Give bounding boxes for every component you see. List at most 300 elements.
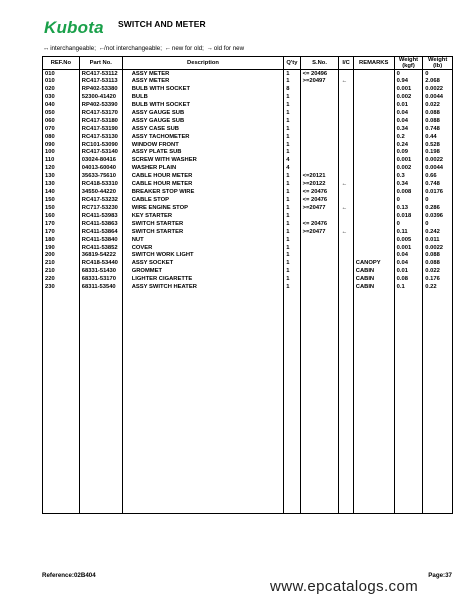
legend-text: not interchangeable; — [105, 45, 162, 52]
qty-cell: 1 — [284, 102, 300, 110]
ic-cell — [339, 189, 353, 197]
weight-lb-cell: 2.068 — [423, 78, 453, 86]
weight-lb-cell: 0.088 — [423, 117, 453, 125]
remarks-cell — [353, 228, 394, 236]
weight-kgf-cell: 0.002 — [394, 94, 423, 102]
serial-cell: <= 20476 — [300, 189, 339, 197]
ref-cell: 100 — [43, 149, 80, 157]
qty-cell: 1 — [284, 78, 300, 86]
part-number-cell: 03024-80416 — [79, 157, 122, 165]
weight-lb-cell: 0.0396 — [423, 213, 453, 221]
part-number-cell: RC411-53840 — [79, 236, 122, 244]
qty-cell: 1 — [284, 205, 300, 213]
ref-cell: 010 — [43, 70, 80, 78]
interchangeable-symbol: ↔ — [43, 45, 50, 52]
weight-kgf-cell: 0.04 — [394, 110, 423, 118]
serial-cell: <= 20476 — [300, 197, 339, 205]
serial-cell: >=20122 — [300, 181, 339, 189]
part-number-cell: 68331-51430 — [79, 268, 122, 276]
header-remarks: REMARKS — [353, 57, 394, 70]
ref-cell: 130 — [43, 173, 80, 181]
qty-cell: 1 — [284, 141, 300, 149]
weight-kgf-cell: 0.09 — [394, 149, 423, 157]
serial-cell — [300, 276, 339, 284]
remarks-cell — [353, 252, 394, 260]
description-cell: ASSY SWITCH HEATER — [122, 284, 284, 292]
serial-cell — [300, 149, 339, 157]
weight-lb-cell: 0 — [423, 220, 453, 228]
ref-cell: 160 — [43, 213, 80, 221]
ic-cell: ← — [339, 78, 353, 86]
legend — [43, 45, 245, 52]
empty-cell — [353, 292, 394, 514]
description-cell: ASSY GAUGE SUB — [122, 110, 284, 118]
remarks-cell: CABIN — [353, 284, 394, 292]
ic-cell — [339, 70, 353, 78]
weight-kgf-cell: 0.3 — [394, 173, 423, 181]
description-cell: SCREW WITH WASHER — [122, 157, 284, 165]
ic-cell: ← — [339, 205, 353, 213]
weight-kgf-cell: 0.04 — [394, 260, 423, 268]
serial-cell — [300, 125, 339, 133]
table-row — [43, 125, 453, 133]
serial-cell — [300, 284, 339, 292]
weight-kgf-cell: 0 — [394, 70, 423, 78]
ic-cell — [339, 260, 353, 268]
ref-cell: 170 — [43, 228, 80, 236]
description-cell: WASHER PLAIN — [122, 165, 284, 173]
qty-cell: 1 — [284, 284, 300, 292]
description-cell: COVER — [122, 244, 284, 252]
part-number-cell: RC417-53112 — [79, 70, 122, 78]
remarks-cell — [353, 102, 394, 110]
table-row — [43, 205, 453, 213]
description-cell: ASSY PLATE SUB — [122, 149, 284, 157]
qty-cell: 1 — [284, 94, 300, 102]
ic-cell: ← — [339, 228, 353, 236]
weight-kgf-cell: 0.11 — [394, 228, 423, 236]
watermark: www.epcatalogs.com — [270, 578, 419, 595]
qty-cell: 1 — [284, 252, 300, 260]
qty-cell: 1 — [284, 125, 300, 133]
weight-kgf-cell: 0.002 — [394, 165, 423, 173]
part-number-cell: RP402-53380 — [79, 86, 122, 94]
serial-cell — [300, 102, 339, 110]
weight-kgf-cell: 0.94 — [394, 78, 423, 86]
weight-kgf-cell: 0.001 — [394, 244, 423, 252]
weight-kgf-cell: 0.24 — [394, 141, 423, 149]
table-row — [43, 165, 453, 173]
header-part: Part No. — [79, 57, 122, 70]
description-cell: ASSY GAUGE SUB — [122, 117, 284, 125]
weight-lb-cell: 0.022 — [423, 268, 453, 276]
ref-cell: 070 — [43, 125, 80, 133]
remarks-cell — [353, 173, 394, 181]
qty-cell: 1 — [284, 220, 300, 228]
part-number-cell: RC417-53180 — [79, 117, 122, 125]
serial-cell — [300, 110, 339, 118]
page-title: SWITCH AND METER — [118, 19, 206, 29]
ic-cell — [339, 276, 353, 284]
weight-kgf-cell: 0.001 — [394, 86, 423, 94]
ref-cell: 180 — [43, 236, 80, 244]
description-cell: ASSY METER — [122, 78, 284, 86]
ref-cell: 050 — [43, 110, 80, 118]
weight-lb-cell: 0.0022 — [423, 86, 453, 94]
table-row — [43, 157, 453, 165]
table-row — [43, 252, 453, 260]
weight-kgf-cell: 0.008 — [394, 189, 423, 197]
serial-cell — [300, 244, 339, 252]
serial-cell — [300, 165, 339, 173]
weight-kgf-cell: 0.34 — [394, 125, 423, 133]
remarks-cell — [353, 86, 394, 94]
table-row — [43, 149, 453, 157]
weight-kgf-cell: 0 — [394, 197, 423, 205]
table-row — [43, 236, 453, 244]
new-for-old-symbol: ← — [164, 45, 171, 52]
description-cell: BREAKER STOP WIRE — [122, 189, 284, 197]
header-ic: I/C — [339, 57, 353, 70]
header-weight-lb: Weight (lb) — [423, 57, 453, 70]
kubota-logo — [44, 18, 114, 36]
ic-cell — [339, 197, 353, 205]
ref-cell: 110 — [43, 157, 80, 165]
weight-lb-cell: 0.0022 — [423, 157, 453, 165]
description-cell: BULB WITH SOCKET — [122, 86, 284, 94]
empty-cell — [339, 292, 353, 514]
weight-lb-cell: 0.66 — [423, 173, 453, 181]
ref-cell: 170 — [43, 220, 80, 228]
remarks-cell — [353, 205, 394, 213]
qty-cell: 1 — [284, 213, 300, 221]
ref-cell: 060 — [43, 117, 80, 125]
qty-cell: 1 — [284, 173, 300, 181]
serial-cell — [300, 252, 339, 260]
remarks-cell — [353, 110, 394, 118]
serial-cell: <= 20496 — [300, 70, 339, 78]
qty-cell: 1 — [284, 70, 300, 78]
footer-reference: Reference:02B404 — [42, 572, 96, 579]
remarks-cell — [353, 133, 394, 141]
part-number-cell: RC717-53230 — [79, 205, 122, 213]
weight-kgf-cell: 0.018 — [394, 213, 423, 221]
legend-text: interchangeable; — [50, 45, 96, 52]
weight-lb-cell: 0.528 — [423, 141, 453, 149]
serial-cell — [300, 236, 339, 244]
weight-kgf-cell: 0.1 — [394, 284, 423, 292]
serial-cell: <=20121 — [300, 173, 339, 181]
ic-cell — [339, 244, 353, 252]
part-number-cell: RC417-53140 — [79, 149, 122, 157]
part-number-cell: 34550-44220 — [79, 189, 122, 197]
serial-cell — [300, 260, 339, 268]
remarks-cell — [353, 236, 394, 244]
table-row — [43, 173, 453, 181]
serial-cell — [300, 157, 339, 165]
remarks-cell — [353, 220, 394, 228]
header-qty: Q'ty — [284, 57, 300, 70]
description-cell: BULB WITH SOCKET — [122, 102, 284, 110]
part-number-cell: RC101-53090 — [79, 141, 122, 149]
qty-cell: 1 — [284, 117, 300, 125]
table-row — [43, 102, 453, 110]
weight-kgf-cell: 0 — [394, 220, 423, 228]
weight-lb-cell: 0.0044 — [423, 165, 453, 173]
empty-cell — [394, 292, 423, 514]
description-cell: ASSY METER — [122, 70, 284, 78]
qty-cell: 8 — [284, 86, 300, 94]
table-row — [43, 220, 453, 228]
qty-cell: 4 — [284, 157, 300, 165]
weight-lb-cell: 0.44 — [423, 133, 453, 141]
table-row — [43, 70, 453, 78]
part-number-cell: RC417-53170 — [79, 110, 122, 118]
description-cell: WIRE ENGINE STOP — [122, 205, 284, 213]
qty-cell: 1 — [284, 181, 300, 189]
svg-text:Kubota: Kubota — [44, 18, 104, 36]
header-description: Description — [122, 57, 284, 70]
qty-cell: 1 — [284, 110, 300, 118]
part-number-cell: RC417-53113 — [79, 78, 122, 86]
weight-kgf-cell: 0.13 — [394, 205, 423, 213]
weight-lb-cell: 0.198 — [423, 149, 453, 157]
not-interchangeable-symbol: ↚ — [98, 45, 105, 52]
table-row — [43, 117, 453, 125]
legend-text: old for new — [213, 45, 245, 52]
qty-cell: 1 — [284, 236, 300, 244]
table-row — [43, 133, 453, 141]
remarks-cell — [353, 213, 394, 221]
remarks-cell — [353, 197, 394, 205]
remarks-cell: CANOPY — [353, 260, 394, 268]
qty-cell: 1 — [284, 228, 300, 236]
parts-table — [42, 56, 453, 514]
remarks-cell — [353, 141, 394, 149]
weight-lb-cell: 0.088 — [423, 110, 453, 118]
table-row — [43, 276, 453, 284]
part-number-cell: RC411-53852 — [79, 244, 122, 252]
part-number-cell: RP402-53390 — [79, 102, 122, 110]
ref-cell: 150 — [43, 205, 80, 213]
part-number-cell: 52300-41420 — [79, 94, 122, 102]
remarks-cell — [353, 70, 394, 78]
weight-lb-cell: 0.748 — [423, 125, 453, 133]
qty-cell: 1 — [284, 276, 300, 284]
weight-kgf-cell: 0.01 — [394, 102, 423, 110]
ref-cell: 120 — [43, 165, 80, 173]
ic-cell — [339, 284, 353, 292]
part-number-cell: 04013-60040 — [79, 165, 122, 173]
table-row — [43, 213, 453, 221]
weight-lb-cell: 0.286 — [423, 205, 453, 213]
description-cell: ASSY TACHOMETER — [122, 133, 284, 141]
remarks-cell: CABIN — [353, 276, 394, 284]
table-row — [43, 86, 453, 94]
serial-cell: >=20477 — [300, 228, 339, 236]
part-number-cell: RC417-53130 — [79, 133, 122, 141]
empty-cell — [122, 292, 284, 514]
footer-page-number: Page:37 — [428, 572, 452, 579]
serial-cell — [300, 141, 339, 149]
description-cell: CABLE HOUR METER — [122, 181, 284, 189]
serial-cell — [300, 94, 339, 102]
ref-cell: 090 — [43, 141, 80, 149]
weight-lb-cell: 0.242 — [423, 228, 453, 236]
remarks-cell: CABIN — [353, 268, 394, 276]
ic-cell — [339, 157, 353, 165]
part-number-cell: RC417-53232 — [79, 197, 122, 205]
ref-cell: 210 — [43, 268, 80, 276]
description-cell: CABLE STOP — [122, 197, 284, 205]
description-cell: WINDOW FRONT — [122, 141, 284, 149]
remarks-cell — [353, 181, 394, 189]
weight-kgf-cell: 0.005 — [394, 236, 423, 244]
description-cell: CABLE HOUR METER — [122, 173, 284, 181]
description-cell: ASSY CASE SUB — [122, 125, 284, 133]
ref-cell: 130 — [43, 181, 80, 189]
ic-cell — [339, 133, 353, 141]
remarks-cell — [353, 149, 394, 157]
weight-lb-cell: 0.176 — [423, 276, 453, 284]
description-cell: SWITCH STARTER — [122, 220, 284, 228]
weight-lb-cell: 0.088 — [423, 252, 453, 260]
ic-cell — [339, 173, 353, 181]
remarks-cell — [353, 94, 394, 102]
ic-cell: ← — [339, 181, 353, 189]
table-row — [43, 260, 453, 268]
ic-cell — [339, 252, 353, 260]
ref-cell: 020 — [43, 86, 80, 94]
serial-cell: >=20497 — [300, 78, 339, 86]
description-cell: ASSY SOCKET — [122, 260, 284, 268]
ref-cell: 230 — [43, 284, 80, 292]
description-cell: GROMMET — [122, 268, 284, 276]
header-weight-kgf: Weight (kgf) — [394, 57, 423, 70]
table-row — [43, 268, 453, 276]
ref-cell: 030 — [43, 94, 80, 102]
ic-cell — [339, 165, 353, 173]
part-number-cell: RC411-53863 — [79, 220, 122, 228]
empty-cell — [300, 292, 339, 514]
ref-cell: 190 — [43, 244, 80, 252]
ic-cell — [339, 125, 353, 133]
ref-cell: 150 — [43, 197, 80, 205]
table-row — [43, 181, 453, 189]
remarks-cell — [353, 78, 394, 86]
weight-lb-cell: 0.22 — [423, 284, 453, 292]
header-ref: REF.No — [43, 57, 80, 70]
empty-cell — [423, 292, 453, 514]
ic-cell — [339, 141, 353, 149]
description-cell: SWITCH STARTER — [122, 228, 284, 236]
ic-cell — [339, 236, 353, 244]
qty-cell: 1 — [284, 244, 300, 252]
description-cell: SWITCH WORK LIGHT — [122, 252, 284, 260]
serial-cell: <= 20476 — [300, 220, 339, 228]
table-row — [43, 94, 453, 102]
ref-cell: 010 — [43, 78, 80, 86]
weight-lb-cell: 0.0022 — [423, 244, 453, 252]
qty-cell: 4 — [284, 165, 300, 173]
table-row — [43, 228, 453, 236]
table-empty-space — [43, 292, 453, 514]
weight-lb-cell: 0 — [423, 70, 453, 78]
remarks-cell — [353, 157, 394, 165]
weight-kgf-cell: 0.34 — [394, 181, 423, 189]
serial-cell — [300, 86, 339, 94]
table-row — [43, 141, 453, 149]
empty-cell — [284, 292, 300, 514]
table-row — [43, 244, 453, 252]
qty-cell: 1 — [284, 189, 300, 197]
table-header-row — [43, 57, 453, 70]
part-number-cell: 68311-53540 — [79, 284, 122, 292]
qty-cell: 1 — [284, 197, 300, 205]
ref-cell: 210 — [43, 260, 80, 268]
serial-cell: >=20477 — [300, 205, 339, 213]
remarks-cell — [353, 125, 394, 133]
empty-cell — [79, 292, 122, 514]
remarks-cell — [353, 165, 394, 173]
weight-kgf-cell: 0.08 — [394, 276, 423, 284]
table-row — [43, 197, 453, 205]
weight-kgf-cell: 0.2 — [394, 133, 423, 141]
description-cell: KEY STARTER — [122, 213, 284, 221]
ref-cell: 220 — [43, 276, 80, 284]
remarks-cell — [353, 117, 394, 125]
serial-cell — [300, 117, 339, 125]
weight-kgf-cell: 0.01 — [394, 268, 423, 276]
ic-cell — [339, 149, 353, 157]
ic-cell — [339, 110, 353, 118]
qty-cell: 1 — [284, 268, 300, 276]
weight-lb-cell: 0.0044 — [423, 94, 453, 102]
remarks-cell — [353, 189, 394, 197]
part-number-cell: RC418-53440 — [79, 260, 122, 268]
legend-text: new for old; — [171, 45, 204, 52]
part-number-cell: RC418-53310 — [79, 181, 122, 189]
weight-lb-cell: 0.011 — [423, 236, 453, 244]
ref-cell: 200 — [43, 252, 80, 260]
part-number-cell: RC417-53190 — [79, 125, 122, 133]
ref-cell: 140 — [43, 189, 80, 197]
part-number-cell: RC411-53864 — [79, 228, 122, 236]
qty-cell: 1 — [284, 149, 300, 157]
ic-cell — [339, 213, 353, 221]
ic-cell — [339, 220, 353, 228]
weight-lb-cell: 0.748 — [423, 181, 453, 189]
weight-kgf-cell: 0.001 — [394, 157, 423, 165]
ic-cell — [339, 94, 353, 102]
header-serial: S.No. — [300, 57, 339, 70]
ic-cell — [339, 86, 353, 94]
remarks-cell — [353, 244, 394, 252]
serial-cell — [300, 268, 339, 276]
table-row — [43, 78, 453, 86]
ic-cell — [339, 117, 353, 125]
weight-lb-cell: 0 — [423, 197, 453, 205]
part-number-cell: 36819-54222 — [79, 252, 122, 260]
weight-kgf-cell: 0.04 — [394, 117, 423, 125]
qty-cell: 1 — [284, 260, 300, 268]
description-cell: NUT — [122, 236, 284, 244]
part-number-cell: RC411-53983 — [79, 213, 122, 221]
table-row — [43, 110, 453, 118]
serial-cell — [300, 213, 339, 221]
weight-lb-cell: 0.0176 — [423, 189, 453, 197]
description-cell: LIGHTER CIGARETTE — [122, 276, 284, 284]
